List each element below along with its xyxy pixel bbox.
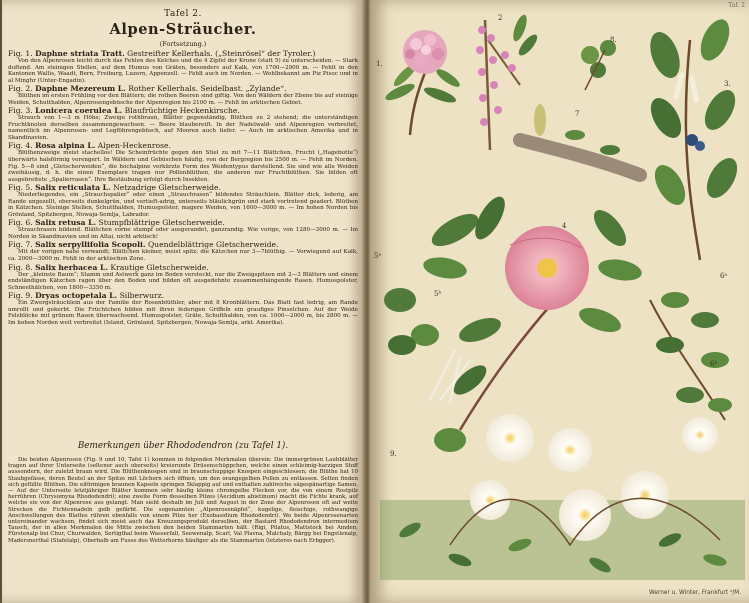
fig-label-5a: 5ᵃ [374, 252, 382, 260]
entry-text: Der „kleinste Baum“; Stamm und Astwerk ganz im Boden versteckt, nur die Zweigspitzen mit 2—3 Blättern und einem endständigen Kätzchen ragen über den Boden und bilden oft ausgedehnte zusammenhängende Rasen. Humuspolster, Schneethälchen, von 1800—3350 m. [8, 271, 358, 291]
daphne-striata-illustration [383, 30, 462, 135]
german-name: Stumpfblättrige Gletscherweide. [98, 218, 225, 228]
german-name: Blaufrüchtige Heckenkirsche. [124, 106, 240, 116]
remarks-heading: Bemerkungen über Rhododendron (zu Tafel 1). [77, 441, 289, 451]
fig-number: Fig. 7. [8, 240, 33, 250]
fig-number: Fig. 2. [8, 84, 33, 94]
salix-retusa-illustration [650, 292, 732, 420]
fig-number: Fig. 8. [8, 262, 33, 272]
illustration-plate [370, 0, 749, 603]
german-name: Netzadrige Gletscherweide. [113, 183, 221, 193]
species-name: Daphne Mezereum L. [35, 84, 126, 94]
german-name: Gestreifter Kellerhals. („Steinrösel“ der Tyroler.) [127, 49, 316, 58]
species-name: Dryas octopetala L. [35, 291, 118, 301]
entry-text: Ein Zwergsträuchlein aus der Familie der Rosenblüthler, aber mit 8 Kronblättern. Das Blatt fast ledrig, am Rande umrollt und gekerbt. Die Früchtchen bilden mit ihren federigen Griffeln ein graufiges Pinselchen. Auf der Weide Felsblöcke mit grünem Rasen überwachsend. Humuspolster, Gräte, Schutthalden, von ca. 1000—2000 m, bis 2800 m. — Im hohen Norden weit verbreitet (Island, Grönland, Spitzbergen, Nowaja-Semlja, arkt. Amerika). [8, 300, 358, 326]
entry-text: Strauchrasen bildend. Blättchen vorne stumpf oder ausgerandet, ganzrandig. Wie vorige, von 1280—3000 m. — Im Norden in Skandinavien und im Altai, nicht arktisch! [8, 227, 358, 240]
german-name: Alpen-Heckenrose. [97, 141, 171, 151]
rosa-alpina-illustration [422, 192, 644, 430]
german-name: Quendelblättrige Gletscherweide. [147, 240, 279, 250]
fig-label-3: 3. [724, 80, 731, 88]
fig-label-2: 2 [498, 14, 503, 22]
fig-label-1: 1. [376, 60, 383, 68]
salix-serpyllifolia-illustration [520, 104, 640, 175]
fig-label-8: 8. [610, 36, 617, 44]
fig-number: Fig. 1. [8, 49, 33, 58]
remarks-text: Die beiden Alpenrosen (Fig. 9 und 10, Tafel 1) kommen in folgenden Merkmalen überein: Die immergrünen Laubblätter tragen auf ihrer Unterseite (seltener auch oberseits) kreisrunde Drüsenschüppchen, welche einen schleimig-harzigen Stoff aussondern, der zuletzt braun wird. Die Blüthenknospen sind in braunschuppige Knospen eingeschlossen; die Blüthe hat 10 Staubgefässe, deren Beutel an der Spitze mit Löchern sich öffnen, um den orangegelben Pollen zu entlassen. Selten finden sich gefüllte Blüthen. Die eiförmigen braunen Kapseln springen 5klappig auf und enthalten zahlreiche sägespänartige Samen. — Auf der Unterseite letztjähriger Blätter kommen sehr häufig kleine chromgelbe Flecken vor, die von einem Rostpilz herrühren (Chrysomyxa Rhododendri); eine zweite Form desselben Pilzes (Aecidium abietinum) macht die Fichte krank, auf welche sie von der Alpenrose aus gelangt. Man sieht deshalb im Juli und August in der Zone der Alpenrosen oft auf weite Strecken die Fichtennadeln gelb gefärbt. Die sogenannten „Alpenrosenäpfel“, kugelige, fleischige, rothwangige Anschwellungen des Blattes rühren ebenfalls von einem Pilze her (Exobasidium Rhododendri). Wo beide Alpenrosenarten untereinander wachsen, findet sich meist auch das Kreuzungsprodukt derselben, der Bastard Rhododendron intermedium Tausch, der in allen Merkmalen die Mitte zwischen den beiden Stammarten hält. (Rigi, Pilatus, Mattstock bei Amden, Fürstenalp bei Chur, Churwalden, Sertigthal beim Wasserfall, Seewenalp, Scarl, Val Plavna, Malchaly, Bärgg bei Engstlenalp, Madersnerthal (Stafelalp), Oberhalb am Fusse des Wetterhorns häufiger als die Stammarten (letzteres nach Erbgger). [8, 457, 358, 544]
species-name: Lonicera coerulea L. [35, 106, 123, 116]
fig-number: Fig. 9. [8, 291, 33, 301]
entry-text: Strauch von 1—3 m Höhe; Zweige rothbraun, Blätter gegenständig, Blüthen zu 2 stehend; die unterständigen Fruchtknoten derselben zusammengewachsen. — Beere blaubereift. In der Nadelwald- und Alpenregion verbreitet, namentlich im Alpenrosen- und Legföhrengebüsch, auf Mooren auch tiefer. — Auch im arktischen Amerika und in Skandinavien. [8, 115, 358, 141]
fig-label-6b: 6ᵇ [710, 360, 718, 368]
plate-number: Tafel 2. [164, 9, 202, 19]
fig-label-7: 7 [575, 110, 580, 118]
species-name: Rosa alpina L. [35, 141, 96, 151]
entry-fig-9 [8, 291, 358, 326]
plate-corner-label: Taf. 2 [728, 2, 745, 9]
page-subtitle: (Fortsetzung.) [159, 40, 207, 48]
german-name: Rother Kellerhals. Seidelbast. „Zylande“. [128, 84, 287, 94]
daphne-mezereum-illustration [476, 13, 540, 150]
fig-label-5b: 5ᵇ [434, 290, 442, 298]
entry-fig-3 [8, 106, 358, 141]
entry-fig-8 [8, 263, 358, 292]
entry-fig-6 [8, 218, 358, 240]
text-page [2, 0, 364, 603]
fig-number: Fig. 5. [8, 183, 33, 193]
botanical-illustration [370, 0, 749, 603]
species-name: Salix herbacea L. [35, 262, 108, 272]
fig-number: Fig. 6. [8, 218, 33, 228]
entry-fig-2 [8, 84, 358, 106]
species-name: Salix retusa L. [35, 218, 97, 228]
entry-fig-1 [8, 49, 358, 84]
species-name: Salix reticulata L. [35, 183, 111, 193]
lonicera-coerulea-illustration [645, 15, 744, 260]
fig-label-6a: 6ᵃ [720, 272, 728, 280]
fig-label-9: 9. [390, 450, 397, 458]
german-name: Krautige Gletscherweide. [110, 262, 209, 272]
entry-fig-5 [8, 183, 358, 218]
entry-text: Von den Alpenrosen leicht durch das Fehlen des Kelches und die 4 Zipfel der Krone (statt 5) zu unterscheiden. — Stark duftend. Am steinigen Stellen, auf dem Humus von Gräten, besonders auf Kalk, von 1700—2900 m. — Fehlt in den Kantonen Wallis, Waadt, Bern, Freiburg, Luzern, Appenzell. — Fehlt auch im Norden. — Wohlbekannt am Piz Pisoc und in al Minghr (Unter-Engadin). [8, 58, 358, 84]
entry-text: Mit der vorigen nahe verwandt; Blättchen kleiner, meist spitz; die Kätzchen nur 3—7blüthig. — Vorwiegend auf Kalk, ca. 2000—3000 m. Fehlt in der arktischen Zone. [8, 249, 358, 263]
entry-text: Blüthenzweige meist stachellos! Die Scheinfrüchte gegen den Stiel zu mit 7—11 Blättchen, Frucht („Hagebutte“) überwärts halsförmig verengert. In Wäldern und Gebüschen häufig, von der Bergregion bis 2500 m. — Fehlt im Norden. Fig. 5—8 sind „Gletscherweiden“, die hochalpine verkürzte Form des Weidentypus darstellend. Sie sind wie alle Weiden zweihäusig, d. h. die einen Exemplare tragen nur Pollenblüthen, die anderen nur Fruchtblüthen. Sie bilden oft ausgebreitete „Spalierrasen“. Ihre Bestäubung erfolgt durch Insekten. [8, 150, 358, 183]
entry-fig-7 [8, 240, 358, 262]
page-title: Alpen-Sträucher. [109, 21, 257, 38]
publisher-credit: Werner u. Winter, Frankfurt ᵃ/M. [648, 590, 741, 596]
species-name: Salix serpyllifolia Scopoli. [35, 240, 146, 250]
german-name: Silberwurz. [119, 291, 165, 301]
salix-herbacea-illustration [581, 40, 616, 90]
species-name: Daphne striata Tratt. [35, 49, 125, 58]
entry-fig-4 [8, 141, 358, 183]
salix-reticulata-illustration [384, 288, 470, 452]
fig-number: Fig. 4. [8, 141, 33, 151]
entry-text: Niederliegendes, ein „Strauchspalier“ oder einen „Strauchrasen“ bildendes Sträuchlein. Blätter dick, lederig, am Rande ungezellt, oberseits dunkelgrün, und vertieft-adrig, unterseits bläulichgrün und stark vortretend geadert. Blüthen in Kätzchen. Steinige Stellen, Schutthalden, Humuspolster, magere Weiden, von 1600—3000 m. — Im hohen Norden bis Grönland, Spitzbergen, Nowaja-Semlja, Labrador. [8, 192, 358, 218]
species-descriptions [8, 49, 358, 326]
fig-label-4: 4 [562, 222, 567, 230]
entry-text: Blüthen im ersten Frühling vor den Blättern; die rothen Beeren sind giftig. Von den Wäldern der Ebene bis auf steinige Weiden, Schutthalden, Alpenrosengebüsche der Alpenregion bis 2100 m. — Fehlt im arktischen Gebiet. [8, 93, 358, 106]
fig-number: Fig. 3. [8, 106, 33, 116]
